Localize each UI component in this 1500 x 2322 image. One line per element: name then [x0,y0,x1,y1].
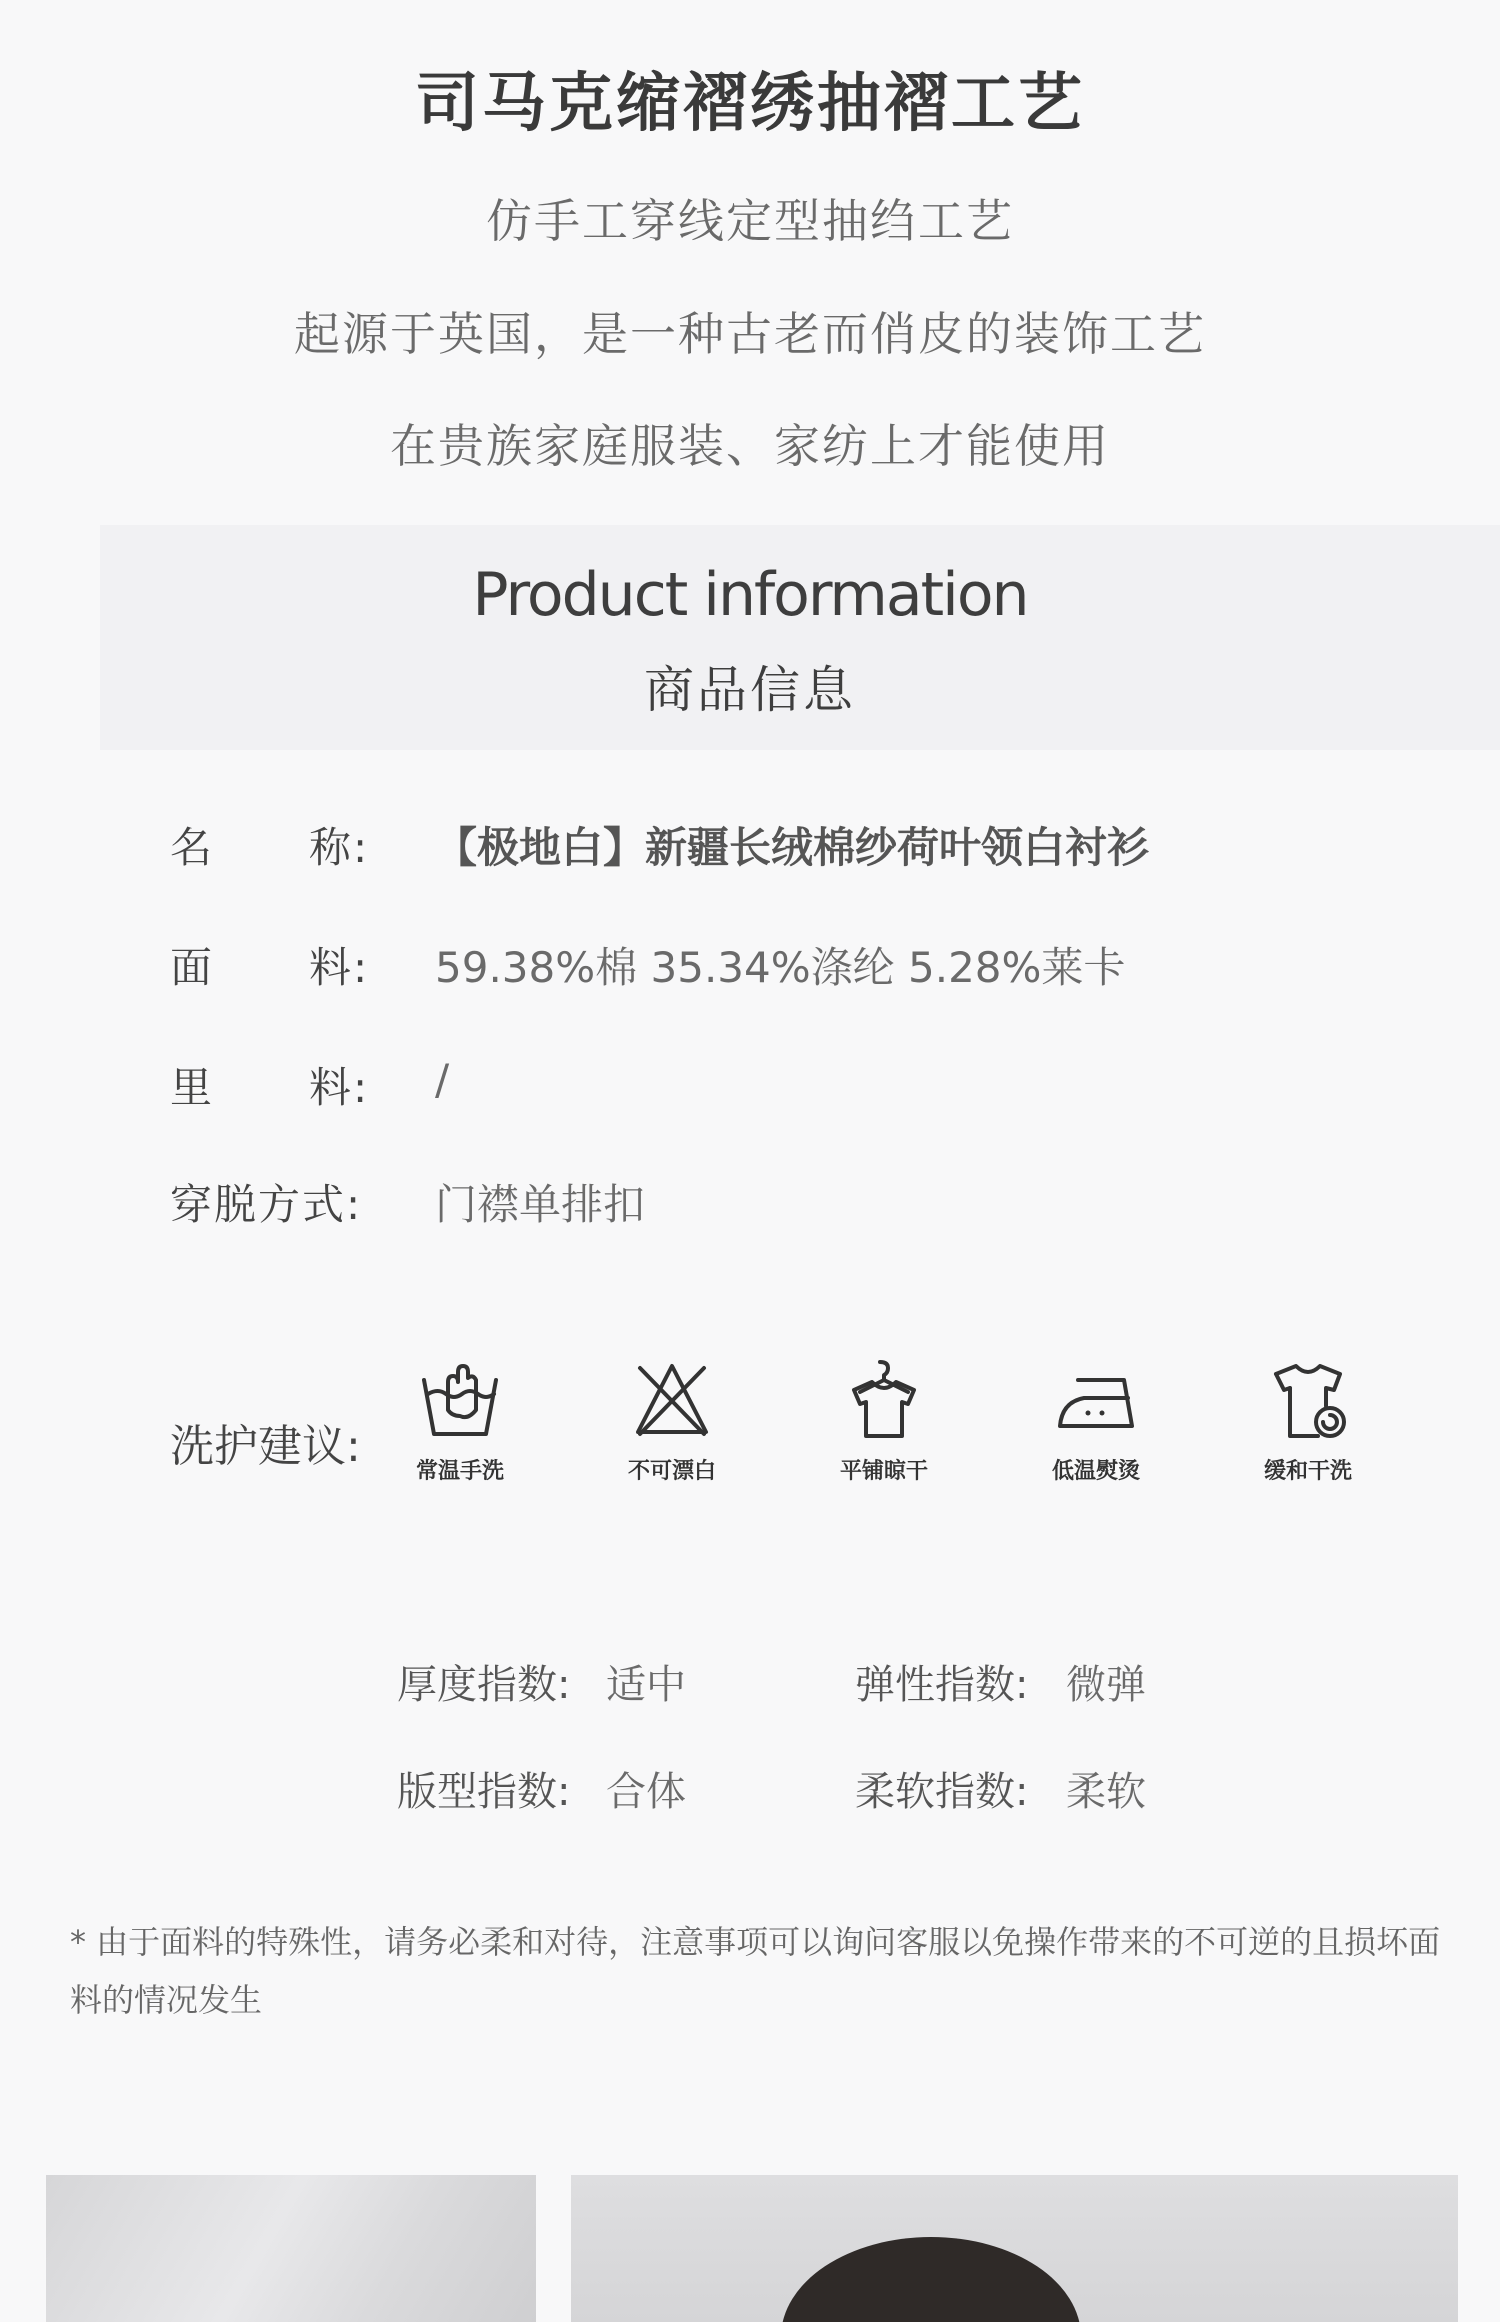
softness-value: 柔软 [1066,1769,1146,1815]
thickness-value: 适中 [606,1662,686,1708]
intro-line-3: 在贵族家庭服装、家纺上才能使用 [390,419,1110,473]
product-info-heading-zh: 商品信息 [644,661,856,719]
care-item-label: 缓和干洗 [1263,1459,1352,1484]
elasticity-label: 弹性指数: [855,1662,1029,1708]
product-photo-left [46,2175,536,2322]
lining-value: / [435,1055,450,1104]
fabric-value: 59.38%棉 35.34%涤纶 5.28%莱卡 [435,943,1126,992]
care-item-low-iron [1006,1358,1186,1485]
closure-value: 门襟单排扣 [435,1180,646,1229]
hand-wash-icon [418,1358,502,1442]
product-info-heading-en: Product information [472,560,1028,630]
product-photo-right [571,2175,1458,2322]
intro-line-2: 起源于英国，是一种古老而俏皮的装饰工艺 [294,307,1206,361]
flat-dry-icon [842,1358,926,1442]
low-iron-icon [1054,1358,1138,1442]
closure-label: 穿脱方式: [170,1180,363,1229]
care-item-label: 常温手洗 [415,1459,504,1484]
care-item-label: 平铺晾干 [839,1459,928,1484]
care-label: 洗护建议: [170,1421,361,1472]
gentle-dry-clean-icon [1266,1358,1350,1442]
thickness-label: 厚度指数: [397,1662,571,1708]
lining-label: 里 料: [170,1063,370,1112]
intro-line-1: 仿手工穿线定型抽绉工艺 [486,194,1014,248]
care-item-flat-dry [794,1358,974,1485]
care-note: * 由于面料的特殊性，请务必柔和对待，注意事项可以询问客服以免操作带来的不可逆的且损坏面料的情况发生 [70,1923,1441,2019]
care-item-label: 低温熨烫 [1051,1459,1140,1484]
care-item-label: 不可漂白 [627,1459,716,1484]
model-hair [781,2237,1081,2322]
fit-value: 合体 [606,1769,686,1815]
elasticity-value: 微弹 [1066,1662,1146,1708]
product-name-value: 【极地白】新疆长绒棉纱荷叶领白衬衫 [435,823,1150,872]
care-item-no-bleach [582,1358,762,1485]
care-item-gentle-dry-clean [1218,1358,1398,1485]
fit-label: 版型指数: [397,1769,571,1815]
softness-label: 柔软指数: [855,1769,1029,1815]
page-title: 司马克缩褶绣抽褶工艺 [415,66,1085,141]
care-item-hand-wash [370,1358,550,1485]
name-label: 名 称: [170,823,370,872]
fabric-label: 面 料: [170,943,370,992]
no-bleach-icon [630,1358,714,1442]
